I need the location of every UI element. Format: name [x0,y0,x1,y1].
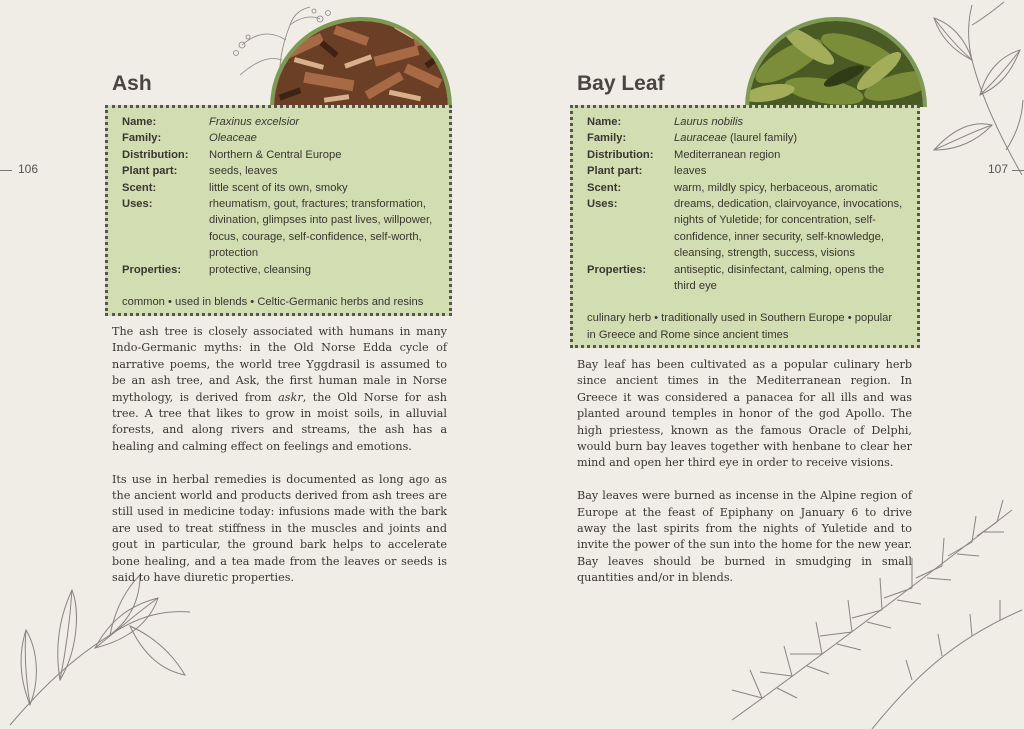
page-number: 106 [18,162,39,176]
page-number-rule [0,170,12,171]
field-label: Family: [587,132,627,145]
field-value: protective, cleansing [209,263,311,276]
field-value: Laurus nobilis [674,116,744,128]
ash-bark-image [274,21,452,107]
field-row-scent [122,180,435,196]
paragraph-text: , the Old Norse for ash tree. A tree that likes to grow in moist soils, in alluvial forests, and along rivers and streams, the ash has a healing and calming effect on feelings and emotions. [112,390,447,453]
field-row-scent [587,180,903,196]
paragraph-emphasis: askr [278,390,303,404]
field-row-name [122,114,435,130]
field-row-properties [122,262,435,278]
field-row-uses [122,196,435,262]
entry-title: Bay Leaf [577,72,665,95]
paragraph [112,324,447,455]
field-label: Family: [122,132,162,145]
field-value: Fraxinus excelsior [209,116,300,128]
field-row-plant-part [122,163,435,179]
field-value: dreams, dedication, clairvoyance, invocations, nights of Yuletide; for concentration, self-confidence, inner security, self-knowledge, cleansing, strength, success, visions [674,198,903,260]
field-value: Oleaceae [209,132,257,145]
field-label: Name: [122,116,157,128]
field-label: Uses: [587,198,618,211]
field-label: Properties: [122,263,182,276]
ash-bark-photo [270,17,452,107]
field-label: Distribution: [122,148,189,161]
field-row-properties [587,262,903,295]
field-label: Name: [587,116,622,128]
page-number-rule [1012,170,1024,171]
field-row-distribution [587,147,903,163]
body-text [577,357,912,603]
field-label: Distribution: [587,148,654,161]
field-label: Properties: [587,263,647,276]
family-latin: Lauraceae [674,132,727,145]
entry-title: Ash [112,72,152,95]
bay-branch-sketch-top-icon [912,0,1024,180]
field-label: Scent: [587,181,622,194]
field-value: leaves [674,165,707,178]
card-footer: common • used in blends • Celtic-Germanic herbs and resins [122,296,424,309]
field-value: Northern & Central Europe [209,148,342,161]
field-row-uses [587,196,903,262]
field-value: antiseptic, disinfectant, calming, opens the third eye [674,263,885,293]
bay-leaves-image [749,21,927,107]
field-label: Plant part: [122,165,178,178]
right-page [512,0,1024,729]
paragraph: Its use in herbal remedies is documented as long ago as the ancient world and products derived from ash trees are still used in medicine today: infusions made with the bark are used to treat stiffness in the muscles and joints and gout in particular, the ground bark helps to accelerate bone healing, and a tea made from the leaves or seeds is said to have diuretic properties. [112,472,447,585]
card-footer: culinary herb • traditionally used in Southern Europe • popular in Greece and Rome since ancient times [587,312,893,341]
paragraph-text: The ash tree is closely associated with humans in many Indo-Germanic myths: in the Old Norse Edda cycle of narrative poems, the world tree Yggdrasil is assumed to be an ash tree, and Ask, the first human male in Norse mythology, is derived from [112,325,447,404]
field-row-name [587,114,903,130]
field-label: Plant part: [587,165,643,178]
field-value: warm, mildly spicy, herbaceous, aromatic [674,181,878,194]
field-value: little scent of its own, smoky [209,181,348,194]
field-value: seeds, leaves [209,165,278,178]
field-value: Mediterranean region [674,148,781,161]
field-value: Lauraceae (laurel family) [674,132,798,145]
field-row-plant-part [587,163,903,179]
page-number: 107 [988,162,1009,176]
profile-card [105,105,452,316]
profile-card [570,105,920,348]
paragraph: Bay leaves were burned as incense in the Alpine region of Europe at the feast of Epiphany on January 6 to drive away the last spirits from the nights of Yuletide and to invite the power of the sun into the home for the new year. Bay leaves should be burned in smudging in small quantities and/or in blends. [577,489,912,585]
paragraph: Bay leaf has been cultivated as a popular culinary herb since ancient times in the Mediterranean region. In Greece it was considered a panacea for all ills and was planted around temples in honor of the god Apollo. The high priestess, known as the famous Oracle of Delphi, would burn bay leaves together with henbane to clear her mind and open her third eye in order to receive visions. [577,358,912,470]
field-label: Uses: [122,198,153,211]
field-row-distribution [122,147,435,163]
bay-leaves-photo [745,17,927,107]
field-value: rheumatism, gout, fractures; transformation, divination, glimpses into past lives, willpower, focus, courage, self-confidence, self-worth, protection [209,198,433,260]
body-text [112,324,447,603]
field-label: Scent: [122,181,157,194]
field-row-family [587,130,903,146]
field-row-family [122,130,435,146]
